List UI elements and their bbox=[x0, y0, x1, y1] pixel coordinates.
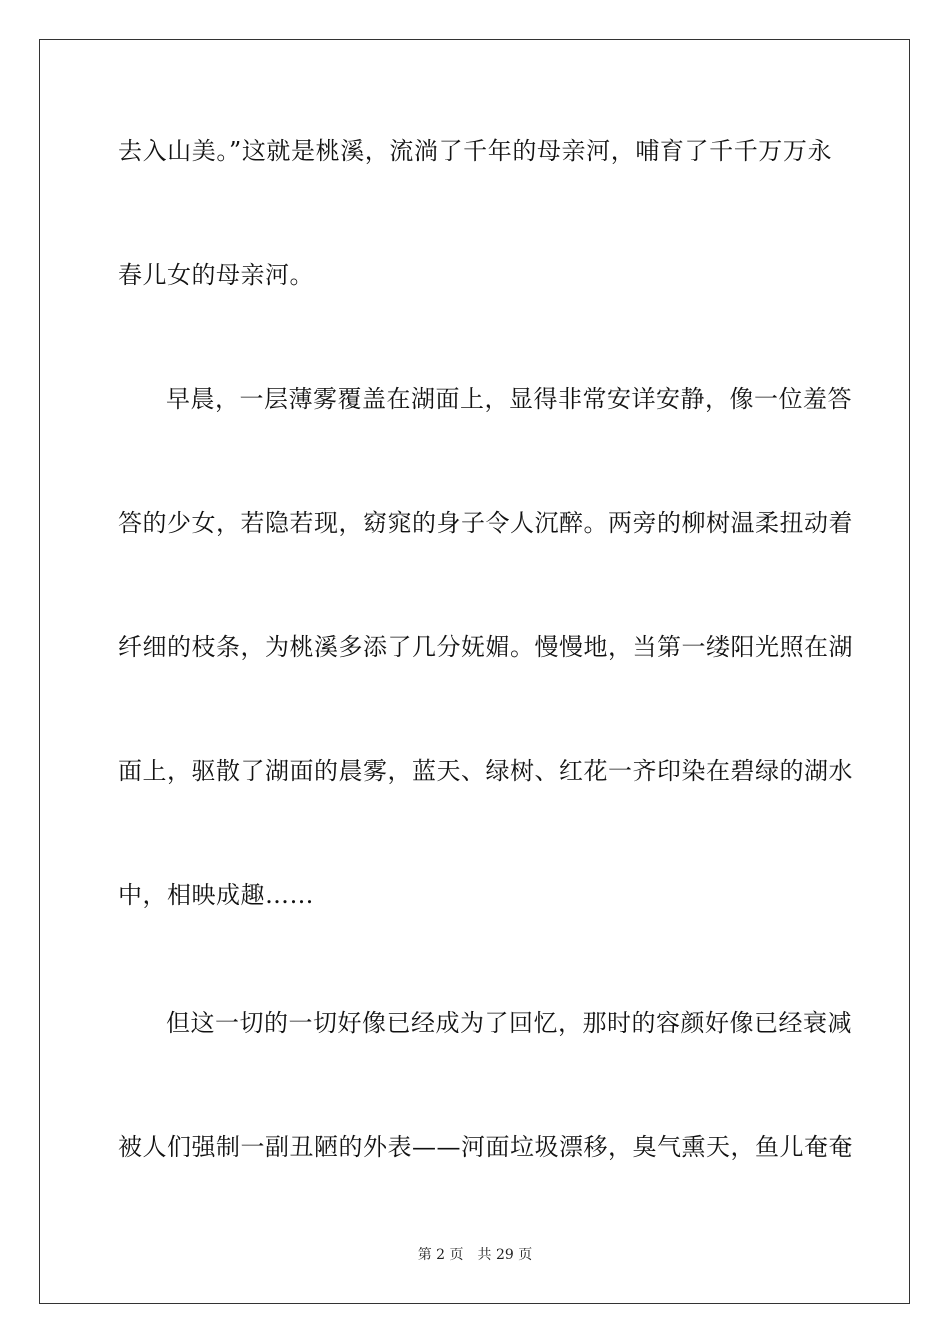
page-border bbox=[39, 39, 910, 1304]
text-line-2: 春儿女的母亲河。 bbox=[118, 261, 314, 289]
text-line-9: 被人们强制一副丑陋的外表——河面垃圾漂移，臭气熏天，鱼儿奄奄 bbox=[118, 1133, 853, 1161]
text-line-1: 去入山美。”这就是桃溪，流淌了千年的母亲河，哺育了千千万万永 bbox=[118, 137, 832, 165]
text-line-6: 面上，驱散了湖面的晨雾，蓝天、绿树、红花一齐印染在碧绿的湖水 bbox=[118, 757, 853, 785]
text-line-5: 纤细的枝条，为桃溪多添了几分妩媚。慢慢地，当第一缕阳光照在湖 bbox=[118, 633, 853, 661]
page-total: 共 29 页 bbox=[477, 1247, 533, 1263]
text-line-7: 中，相映成趣…… bbox=[118, 881, 314, 909]
page-footer bbox=[0, 1246, 950, 1264]
page-number: 第 2 页 bbox=[417, 1247, 464, 1263]
text-line-8: 但这一切的一切好像已经成为了回忆，那时的容颜好像已经衰减 bbox=[166, 1009, 852, 1037]
text-line-4: 答的少女，若隐若现，窈窕的身子令人沉醉。两旁的柳树温柔扭动着 bbox=[118, 509, 853, 537]
text-line-3: 早晨，一层薄雾覆盖在湖面上，显得非常安详安静，像一位羞答 bbox=[166, 385, 852, 413]
